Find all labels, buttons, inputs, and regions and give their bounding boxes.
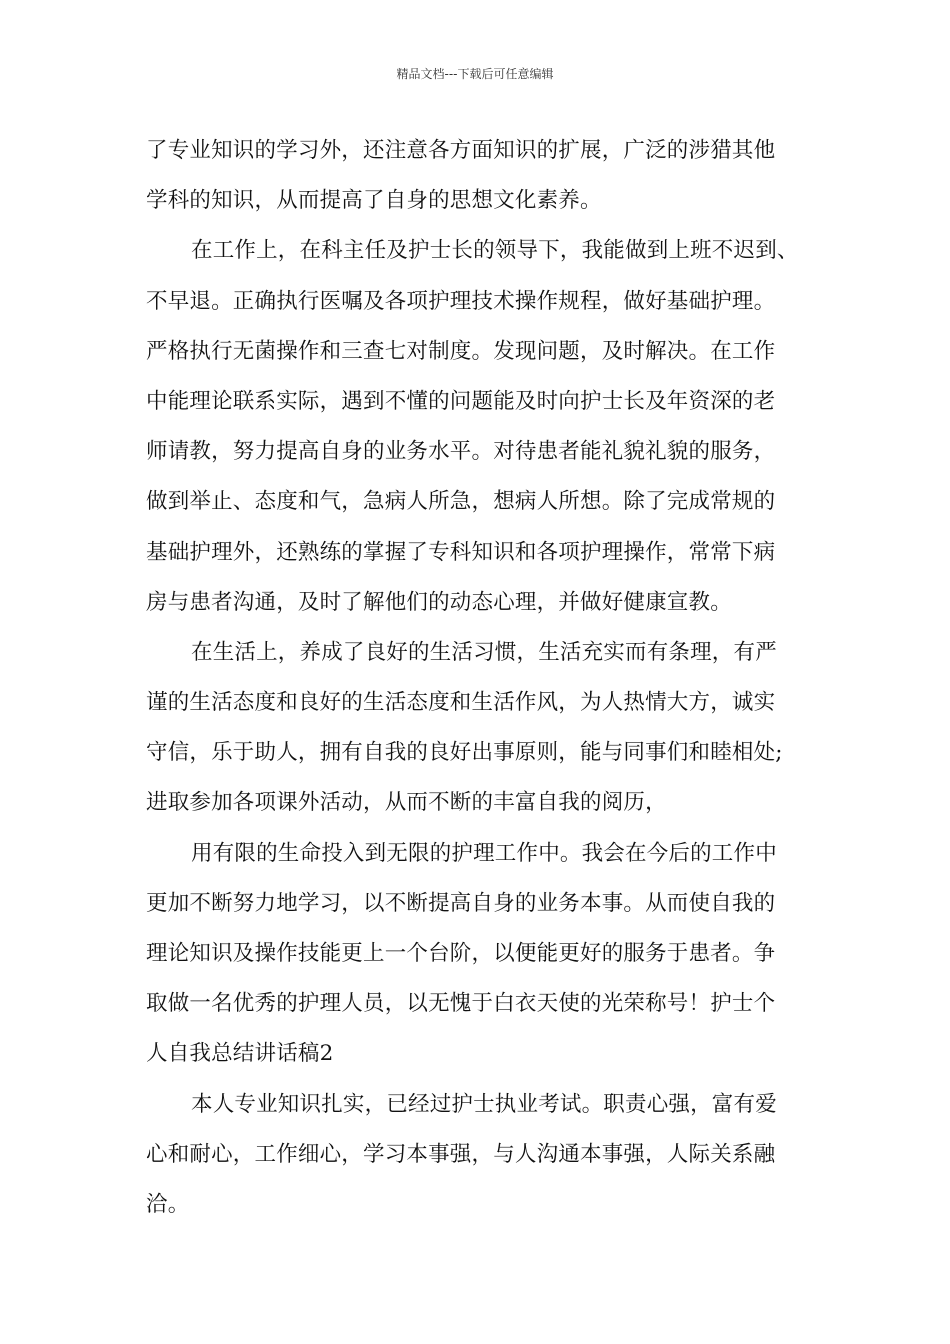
- text-line: 更加不断努力地学习，以不断提高自身的业务本事。从而使自我的: [146, 890, 776, 916]
- text-line: 理论知识及操作技能更上一个台阶，以便能更好的服务于患者。争: [146, 941, 776, 966]
- text-line: 房与患者沟通，及时了解他们的动态心理，并做好健康宣教。: [146, 589, 732, 615]
- paragraph-start-line: 用有限的生命投入到无限的护理工作中。我会在今后的工作中: [191, 840, 777, 866]
- text-line: 不早退。正确执行医嘱及各项护理技术操作规程，做好基础护理。: [146, 288, 776, 314]
- text-line: 洽。: [146, 1191, 190, 1217]
- text-line: 学科的知识，从而提高了自身的思想文化素养。: [146, 188, 602, 214]
- text-line: 做到举止、态度和气，急病人所急，想病人所想。除了完成常规的: [146, 489, 776, 515]
- text-line: 取做一名优秀的护理人员，以无愧于白衣天使的光荣称号！护士个: [146, 991, 776, 1017]
- paragraph-start-line: 在工作上，在科主任及护士长的领导下，我能做到上班不迟到、: [191, 238, 799, 264]
- text-line: 谨的生活态度和良好的生活态度和生活作风，为人热情大方，诚实: [146, 690, 776, 716]
- text-line: 基础护理外，还熟练的掌握了专科知识和各项护理操作，常常下病: [146, 539, 776, 565]
- text-line: 进取参加各项课外活动，从而不断的丰富自我的阅历，: [146, 790, 667, 816]
- document-body: [146, 126, 816, 1230]
- text-line: 了专业知识的学习外，还注意各方面知识的扩展，广泛的涉猎其他: [146, 138, 776, 163]
- text-line: 中能理论联系实际，遇到不懂的问题能及时向护士长及年资深的老: [146, 388, 776, 414]
- text-line: 严格执行无菌操作和三查七对制度。发现问题，及时解决。在工作: [146, 338, 776, 364]
- text-line: 守信，乐于助人，拥有自我的良好出事原则，能与同事们和睦相处;: [146, 740, 783, 766]
- page-header: 精品文档---下载后可任意编辑: [396, 67, 554, 81]
- text-line: 师请教，努力提高自身的业务水平。对待患者能礼貌礼貌的服务，: [146, 439, 776, 465]
- text-line: 心和耐心，工作细心，学习本事强，与人沟通本事强，人际关系融: [146, 1141, 776, 1167]
- paragraph-start-line: 本人专业知识扎实，已经过护士执业考试。职责心强，富有爱: [191, 1091, 777, 1117]
- text-line: 人自我总结讲话稿2: [146, 1041, 334, 1067]
- paragraph-start-line: 在生活上，养成了良好的生活习惯，生活充实而有条理，有严: [191, 639, 777, 665]
